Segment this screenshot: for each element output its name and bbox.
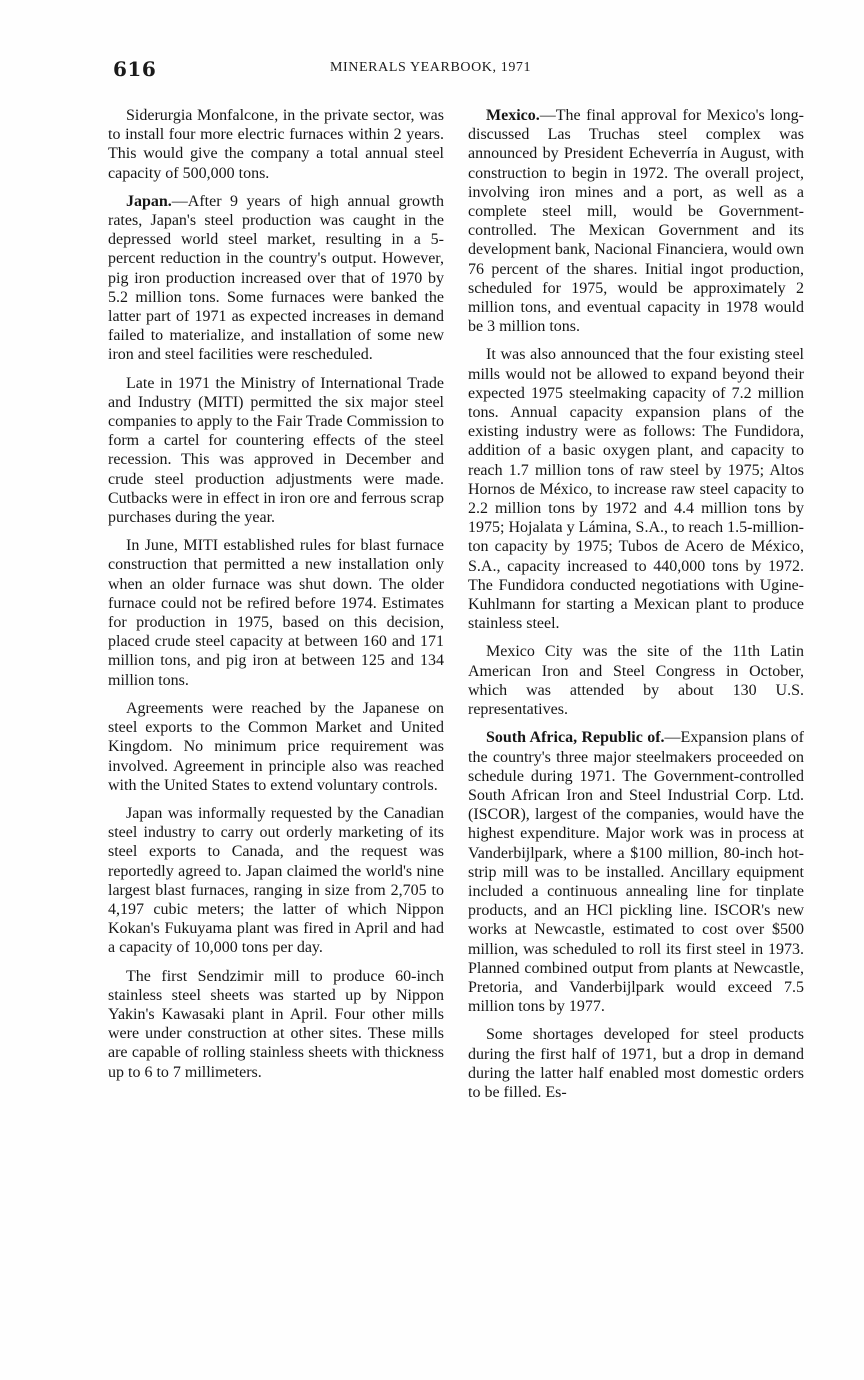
- paragraph: [108, 804, 444, 958]
- paragraph-text: Agreements were reached by the Japanese on steel exports to the Common Market and United Kingdom. No minimum price requirement was involved. Agreement in principle also was reached with the United States to extend voluntary controls.: [108, 699, 444, 794]
- paragraph: [468, 1025, 804, 1102]
- paragraph-text: —Expansion plans of the country's three major steelmakers proceeded on schedule during 1971. The Government-controlled South African Iron and Steel Industrial Corp. Ltd. (ISCOR), largest of the companies, would have the highest expenditure. Major work was in process at Vanderbijlpark, where a $100 million, 80-inch hot-strip mill was to be installed. Ancillary equipment included a continuous annealing line for tinplate products, and an HCl pickling line. ISCOR's new works at Newcastle, estimated to cost over $500 million, was scheduled to roll its first steel in 1973. Planned combined output from plants at Newcastle, Pretoria, and Vanderbijlpark would exceed 7.5 million tons by 1977.: [468, 729, 804, 1016]
- paragraph-text: Japan was informally requested by the Canadian steel industry to carry out orderly marketing of its steel exports to Canada, and the request was reportedly agreed to. Japan claimed the world's nine largest blast furnaces, ranging in size from 2,705 to 4,197 cubic meters; the latter of which Nippon Kokan's Fukuyama plant was fired in April and had a capacity of 10,000 tons per day.: [108, 804, 444, 957]
- paragraph: [468, 728, 804, 1016]
- paragraph-text: Mexico City was the site of the 11th Latin American Iron and Steel Congress in October, which was attended by about 130 U.S. representatives.: [468, 643, 804, 719]
- paragraph-text: Late in 1971 the Ministry of International Trade and Industry (MITI) permitted the six major steel companies to apply to the Fair Trade Commission to form a cartel for countering effects of the steel recession. This was approved in December and crude steel production adjustments were made. Cutbacks were in effect in iron ore and ferrous scrap purchases during the year.: [108, 374, 445, 527]
- left-column: [108, 106, 444, 1091]
- paragraph: [108, 536, 444, 690]
- paragraph-text: Siderurgia Monfalcone, in the private sector, was to install four more electric furnaces within 2 years. This would give the company a total annual steel capacity of 500,000 tons.: [108, 107, 444, 182]
- paragraph: [108, 106, 444, 183]
- paragraph-lead: Mexico.: [486, 107, 540, 124]
- paragraph: [108, 192, 444, 365]
- paragraph-text: In June, MITI established rules for blast furnace construction that permitted a new installation only when an older furnace was shut down. The older furnace could not be refired before 1974. Estimates for production in 1975, based on this decision, placed crude steel capacity at between 160 and 171 million tons, and pig iron at between 125 and 134 million tons.: [108, 537, 444, 689]
- paragraph-text: The first Sendzimir mill to produce 60-inch stainless steel sheets was started up by Nippon Yakin's Kawasaki plant in April. Four other mills were under construction at other sites. These mills are capable of rolling stainless sheets with thickness up to 6 to 7 millimeters.: [108, 967, 444, 1081]
- paragraph: [108, 374, 444, 528]
- paragraph-text: —After 9 years of high annual growth rates, Japan's steel production was caught in the depressed world steel market, resulting in a 5-percent reduction in the country's output. However, pig iron production increased over that of 1970 by 5.2 million tons. Some furnaces were banked the latter part of 1971 as expected increases in demand failed to materialize, and installation of some new iron and steel facilities were rescheduled.: [108, 192, 444, 364]
- paragraph: [108, 967, 444, 1082]
- paragraph-text: It was also announced that the four existing steel mills would not be allowed to expand beyond their expected 1975 steelmaking capacity of 7.2 million tons. Annual capacity expansion plans of the existing industry were as follows: The Fundidora, addition of a basic oxygen plant, and capacity to reach 1.7 million tons of raw steel by 1975; Altos Hornos de México, to increase raw steel capacity to 2.2 million tons by 1972 and 4.4 million tons by 1975; Hojalata y Lámina, S.A., to reach 1.5-million-ton capacity by 1975; Tubos de Acero de México, S.A., capacity increased to 440,000 tons by 1972. The Fundidora conducted negotiations with Ugine-Kuhlmann for starting a Mexican plant to produce stainless steel.: [468, 346, 804, 633]
- paragraph: [108, 699, 444, 795]
- right-column: [468, 106, 804, 1111]
- paragraph: [468, 106, 804, 336]
- paragraph-lead: South Africa, Republic of.: [486, 729, 665, 747]
- paragraph: [468, 345, 804, 633]
- paragraph: [468, 642, 804, 719]
- paragraph-lead: Japan.: [126, 192, 172, 210]
- page-number: 616: [113, 57, 157, 81]
- running-head: MINERALS YEARBOOK, 1971: [330, 60, 532, 75]
- paragraph-text: Some shortages developed for steel products during the first half of 1971, but a drop in demand during the latter half enabled most domestic orders to be filled. Es-: [468, 1026, 804, 1101]
- paragraph-text: —The final approval for Mexico's long-discussed Las Truchas steel complex was announced by President Echeverría in August, with construction to begin in 1972. The overall project, involving iron mines and a port, as well as a complete steel mill, would be Government-controlled. The Mexican Government and its development bank, Nacional Financiera, would own 76 percent of the shares. Initial ingot production, scheduled for 1975, would be approximately 2 million tons, and eventual capacity in 1978 would be 3 million tons.: [468, 107, 804, 336]
